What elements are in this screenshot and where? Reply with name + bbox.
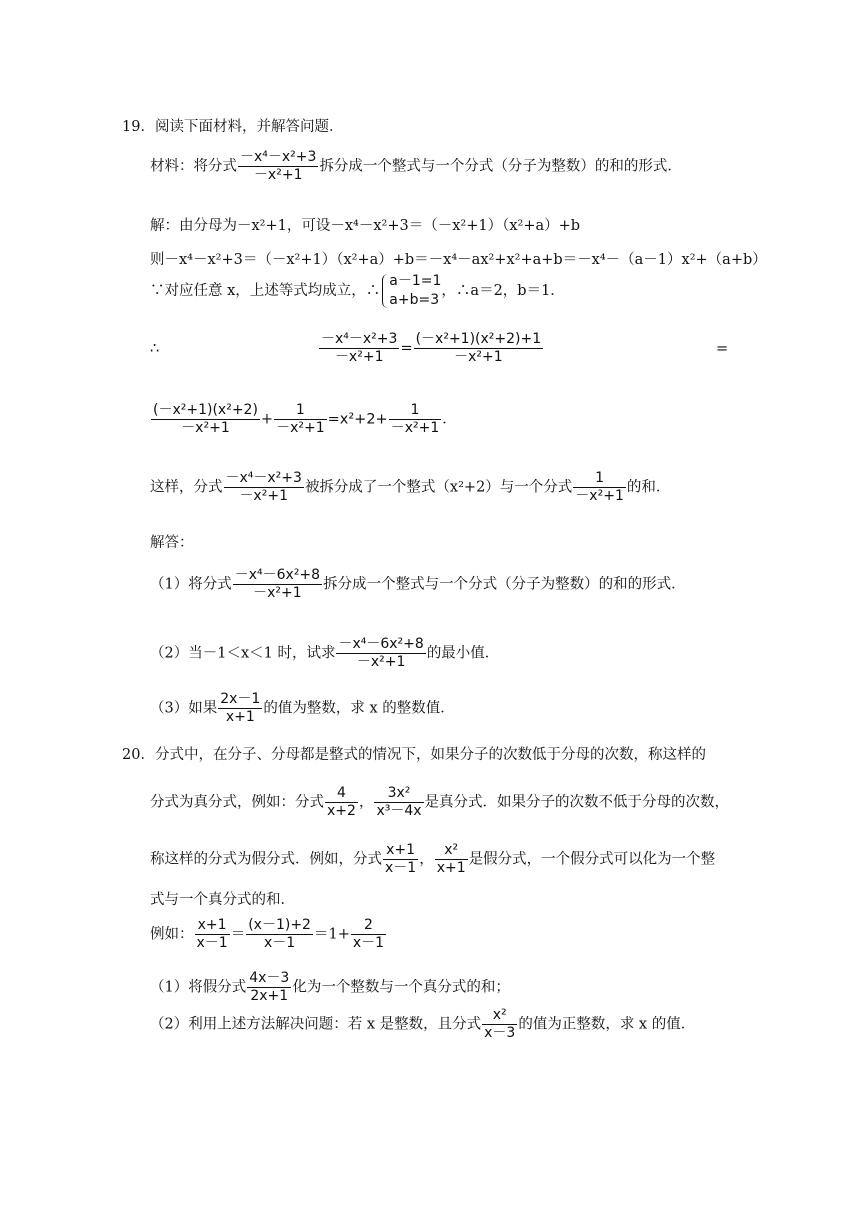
q19-title: 19．阅读下面材料，并解答问题． — [122, 119, 344, 135]
fraction: $\frac{\text{－x⁴－x²+3}}{\text{－x²+1}}$ — [225, 470, 302, 504]
q19-equation-part2: $\frac{\text{(－x²+1)(x²+2)}}{\text{－x²+1}}$ + $\frac{1}{\text{－x²+1}}$ =x²+2+ $\frac{1}{\text{－x²+1}}$ ． — [153, 402, 457, 436]
fraction: $\frac{x+1}{x-1}$ — [385, 842, 417, 876]
q19-part2: （2）当－1＜x＜1 时，试求 $\frac{\text{－x⁴－6x²+8}}{\text{－x²+1}}$ 的最小值． — [150, 636, 500, 670]
q19-part3: （3）如果 $\frac{2x-1}{x+1}$ 的值为整数，求 x 的整数值． — [150, 691, 455, 725]
q19-solution-line2: 则－x⁴－x²+3＝（－x²+1）（x²+a）+b＝－x⁴－ax²+x²+a+b＝－x⁴－（a－1）x²+（a+b） — [150, 252, 767, 268]
fraction: $\frac{\text{－x⁴－x²+3}}{\text{－x²+1}}$ — [321, 331, 398, 365]
q19-since-line: ∵对应任意 x，上述等式均成立，∴ a－1=1 a+b=3 ，∴a＝2，b＝1． — [150, 273, 565, 308]
fraction: $\frac{\text{x²}}{x-3}$ — [484, 1007, 516, 1041]
fraction: $\frac{1}{\text{－x²+1}}$ — [575, 470, 624, 504]
fraction: $\frac{\text{－x⁴－x²+3}}{\text{－x²+1}}$ — [240, 149, 317, 183]
fraction: $\frac{\text{－x⁴－6x²+8}}{\text{－x²+1}}$ — [338, 636, 424, 670]
q20-part2: （2）利用上述方法解决问题：若 x 是整数，且分式 $\frac{\text{x²}}{x-3}$ 的值为正整数，求 x 的值． — [150, 1007, 696, 1041]
fraction: $\frac{(x-1)+2}{x-1}$ — [248, 917, 311, 951]
q20-line3: 称这样的分式为假分式．例如，分式 $\frac{x+1}{x-1}$ ， $\frac{\text{x²}}{x+1}$ 是假分式，一个假分式可以化为一个整 — [150, 842, 716, 876]
answer-label: 解答： — [150, 535, 194, 551]
q20-part1: （1）将假分式 $\frac{4x-3}{2x+1}$ 化为一个整数与一个真分式的和； — [150, 970, 510, 1004]
q19-equation-part1: $\frac{\text{－x⁴－x²+3}}{\text{－x²+1}}$ = $\frac{\text{(－x²+1)(x²+2)+1}}{\text{－x²+1}}$ — [321, 331, 542, 365]
fraction: $\frac{4x-3}{2x+1}$ — [249, 970, 290, 1004]
fraction: $\frac{4}{x+2}$ — [327, 785, 356, 819]
equation-system: a－1=1 a+b=3 — [380, 272, 441, 310]
q19-thus-line: 这样，分式 $\frac{\text{－x⁴－x²+3}}{\text{－x²+1}}$ 被拆分成了一个整式（x²+2）与一个分式 $\frac{1}{\text{－x²+1}}$ 的和． — [150, 470, 671, 504]
fraction: $\frac{\text{3x²}}{\text{x³－4x}}$ — [376, 785, 422, 819]
fraction: $\frac{x+1}{x-1}$ — [196, 917, 228, 951]
therefore-symbol: ∴ — [150, 341, 160, 357]
q20-line4: 式与一个真分式的和． — [150, 892, 295, 908]
fraction: $\frac{1}{\text{－x²+1}}$ — [390, 402, 440, 436]
fraction: $\frac{\text{x²}}{x+1}$ — [436, 842, 466, 876]
q19-solution-line1: 解：由分母为－x²+1，可设－x⁴－x²+3＝（－x²+1）（x²+a）+b — [150, 218, 581, 234]
fraction: $\frac{\text{－x⁴－6x²+8}}{\text{－x²+1}}$ — [234, 567, 321, 601]
q19-part1: （1）将分式 $\frac{\text{－x⁴－6x²+8}}{\text{－x²+1}}$ 拆分成一个整式与一个分式（分子为整数）的和的形式． — [150, 567, 686, 601]
equals-sign: = — [716, 341, 729, 357]
q20-line1: 20．分式中，在分子、分母都是整式的情况下，如果分子的次数低于分母的次数，称这样的 — [122, 747, 706, 763]
fraction: $\frac{\text{(－x²+1)(x²+2)+1}}{\text{－x²+1}}$ — [415, 331, 542, 365]
q19-material: 材料：将分式 $\frac{\text{－x⁴－x²+3}}{\text{－x²+1}}$ 拆分成一个整式与一个分式（分子为整数）的和的形式． — [150, 149, 682, 183]
fraction: $\frac{2}{x-1}$ — [352, 917, 385, 951]
fraction: $\frac{2x-1}{x+1}$ — [220, 691, 261, 725]
fraction: $\frac{1}{\text{－x²+1}}$ — [276, 402, 325, 436]
q20-example: 例如： $\frac{x+1}{x-1}$ ＝ $\frac{(x-1)+2}{x-1}$ ＝1+ $\frac{2}{x-1}$ — [150, 917, 385, 951]
q20-line2: 分式为真分式，例如：分式 $\frac{4}{x+2}$ ， $\frac{\text{3x²}}{\text{x³－4x}}$ 是真分式．如果分子的次数不低于分母的次数， — [150, 785, 730, 819]
fraction: $\frac{\text{(－x²+1)(x²+2)}}{\text{－x²+1}}$ — [153, 402, 258, 436]
